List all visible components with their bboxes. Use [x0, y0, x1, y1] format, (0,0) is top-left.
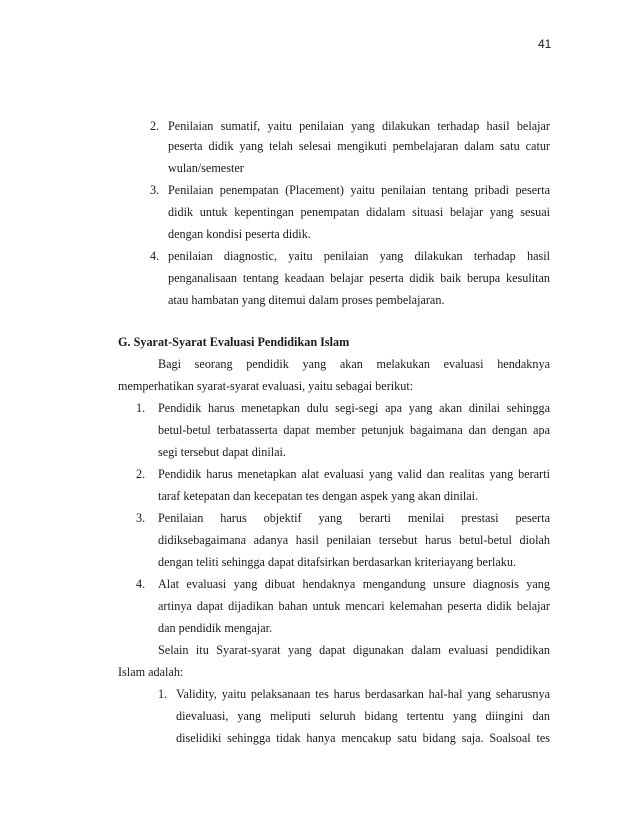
- list-text-line: Pendidik harus menetapkan dulu segi-segi apa yang akan dinilai sehingga: [158, 401, 550, 415]
- paragraph-line: Bagi seorang pendidik yang akan melakukan evaluasi hendaknya: [158, 357, 550, 371]
- list-text-line: Pendidik harus menetapkan alat evaluasi yang valid dan realitas yang berarti: [158, 467, 550, 481]
- list-text-line: dengan teliti sehingga dapat ditafsirkan berdasarkan kriteriayang berlaku.: [158, 555, 517, 569]
- list-text-line: taraf ketepatan dan kecepatan tes dengan aspek yang akan dinilai.: [158, 489, 479, 503]
- list-text-line: Penilaian penempatan (Placement) yaitu penilaian tentang pribadi peserta: [168, 183, 550, 197]
- list-text-line: didik untuk kepentingan penempatan didalam situasi belajar yang sesuai: [168, 205, 550, 219]
- list-text-line: dengan kondisi peserta didik.: [168, 227, 311, 241]
- list-text-line: Validity, yaitu pelaksanaan tes harus berdasarkan hal-hal yang seharusnya: [176, 687, 550, 701]
- list-text-line: dievaluasi, yang meliputi seluruh bidang tertentu yang diingini dan: [176, 709, 550, 723]
- list-text-line: artinya dapat dijadikan bahan untuk mencari kelemahan peserta didik belajar: [158, 599, 550, 613]
- list-text-line: Alat evaluasi yang dibuat hendaknya mengandung unsure diagnosis yang: [158, 577, 550, 591]
- list-number: 1.: [136, 401, 146, 415]
- list-number: 3.: [150, 183, 160, 197]
- list-text-line: Penilaian sumatif, yaitu penilaian yang dilakukan terhadap hasil belajar: [168, 119, 550, 133]
- list-text-line: peserta didik yang telah selesai mengikuti pembelajaran dalam satu catur: [168, 139, 550, 153]
- list-number: 2.: [136, 467, 146, 481]
- list-number: 4.: [136, 577, 146, 591]
- list-text-line: penganalisaan tentang keadaan belajar peserta didik baik berupa kesulitan: [168, 271, 550, 285]
- list-text-line: diselidiki sehingga tidak hanya mencakup satu bidang saja. Soalsoal tes: [176, 731, 550, 745]
- paragraph-line: memperhatikan syarat-syarat evaluasi, yaitu sebagai berikut:: [118, 379, 414, 393]
- paragraph-line: Selain itu Syarat-syarat yang dapat digunakan dalam evaluasi pendidikan: [158, 643, 550, 657]
- list-text-line: Penilaian harus objektif yang berarti menilai prestasi peserta: [158, 511, 550, 525]
- list-text-line: dan pendidik mengajar.: [158, 621, 273, 635]
- list-text-line: wulan/semester: [168, 161, 244, 175]
- paragraph-line: Islam adalah:: [118, 665, 184, 679]
- list-text-line: penilaian diagnostic, yaitu penilaian yang dilakukan terhadap hasil: [168, 249, 550, 263]
- list-text-line: segi tersebut dapat dinilai.: [158, 445, 286, 459]
- list-text-line: betul-betul terbatasserta dapat member petunjuk bagaimana dan dengan apa: [158, 423, 550, 437]
- page-number: 41: [538, 37, 552, 51]
- list-number: 4.: [150, 249, 160, 263]
- list-text-line: didiksebagaimana adanya hasil penilaian tersebut harus betul-betul diolah: [158, 533, 550, 547]
- section-heading: G. Syarat-Syarat Evaluasi Pendidikan Islam: [118, 335, 350, 349]
- list-number: 2.: [150, 119, 160, 133]
- list-number: 1.: [158, 687, 168, 701]
- list-number: 3.: [136, 511, 146, 525]
- list-text-line: atau hambatan yang ditemui dalam proses pembelajaran.: [168, 293, 445, 307]
